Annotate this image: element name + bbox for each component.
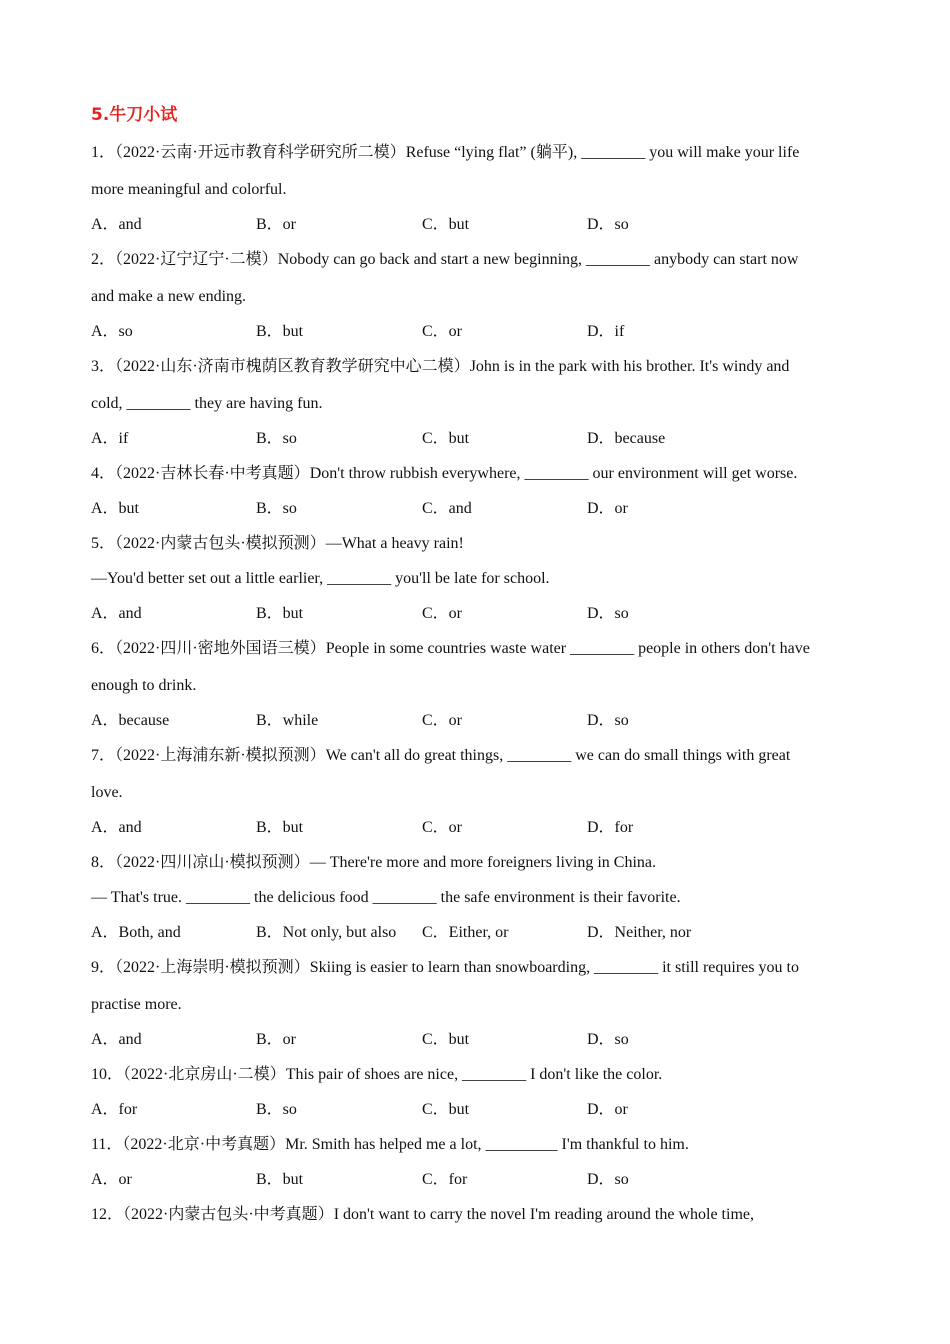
question-source: （2022·内蒙古包头·模拟预测） — [115, 535, 326, 552]
option-d: D．so — [587, 1171, 629, 1188]
option-c: C．or — [422, 712, 463, 729]
question-number: 5． — [91, 535, 116, 552]
question-1-line-1 — [91, 142, 799, 164]
question-10-options — [91, 1099, 851, 1121]
question-number: 11． — [91, 1136, 123, 1153]
option-b: B．or — [256, 1031, 297, 1048]
question-stem: John is in the park with his brother. It's windy and — [469, 358, 790, 375]
question-source: （2022·上海崇明·模拟预测） — [115, 959, 310, 976]
option-d: D．so — [587, 216, 629, 233]
question-number: 12． — [91, 1206, 124, 1223]
option-a: A．because — [91, 712, 170, 729]
question-stem: —What a heavy rain! — [325, 535, 464, 552]
option-d: D．or — [587, 1101, 628, 1118]
option-d: D．for — [587, 819, 634, 836]
question-3-line-1 — [91, 356, 789, 378]
question-stem: Don't throw rubbish everywhere, ________ our environment will get worse. — [309, 465, 798, 482]
option-d: D．if — [587, 323, 625, 340]
question-number: 6． — [91, 640, 116, 657]
question-8-options — [91, 922, 851, 944]
option-c: C．but — [422, 430, 470, 447]
question-10-line-1 — [91, 1064, 662, 1086]
option-a: A．for — [91, 1101, 138, 1118]
question-source: （2022·四川·密地外国语三模） — [115, 640, 326, 657]
question-2-line-1 — [91, 249, 798, 271]
option-a: A．but — [91, 500, 140, 517]
question-9-line-1 — [91, 957, 799, 979]
question-source: （2022·四川凉山·模拟预测） — [115, 854, 310, 871]
question-number: 4． — [91, 465, 116, 482]
option-d: D．or — [587, 500, 628, 517]
question-number: 3． — [91, 358, 116, 375]
question-stem: We can't all do great things, ________ we can do small things with great — [325, 747, 791, 764]
question-1-line-2: more meaningful and colorful. — [91, 181, 287, 198]
option-d: D．because — [587, 430, 666, 447]
option-c: C．or — [422, 819, 463, 836]
option-b: B．or — [256, 216, 297, 233]
option-d: D．so — [587, 1031, 629, 1048]
option-d: D．Neither, nor — [587, 924, 692, 941]
option-a: A．and — [91, 1031, 142, 1048]
question-source: （2022·云南·开远市教育科学研究所二模） — [115, 144, 406, 161]
option-a: A．and — [91, 819, 142, 836]
question-stem: Nobody can go back and start a new beginning, ________ anybody can start now — [277, 251, 799, 268]
option-b: B．so — [256, 1101, 297, 1118]
option-a: A．and — [91, 605, 142, 622]
question-number: 8． — [91, 854, 116, 871]
option-c: C．or — [422, 323, 463, 340]
question-source: （2022·内蒙古包头·中考真题） — [123, 1206, 334, 1223]
option-c: C．but — [422, 1101, 470, 1118]
question-source: （2022·北京·中考真题） — [122, 1136, 286, 1153]
option-c: C．for — [422, 1171, 468, 1188]
question-3-line-2: cold, ________ they are having fun. — [91, 395, 323, 412]
option-a: A．so — [91, 323, 133, 340]
option-c: C．and — [422, 500, 472, 517]
option-a: A．if — [91, 430, 129, 447]
question-6-line-1 — [91, 638, 810, 660]
question-source: （2022·吉林长春·中考真题） — [115, 465, 310, 482]
question-7-line-1 — [91, 745, 790, 767]
option-c: C．but — [422, 1031, 470, 1048]
option-d: D．so — [587, 605, 629, 622]
option-b: B．so — [256, 430, 297, 447]
option-b: B．Not only, but also — [256, 924, 397, 941]
question-source: （2022·山东·济南市槐荫区教育教学研究中心二模） — [115, 358, 470, 375]
question-source: （2022·北京房山·二模） — [123, 1066, 286, 1083]
question-stem: People in some countries waste water ________ people in others don't have — [325, 640, 810, 657]
question-stem: Skiing is easier to learn than snowboarding, ________ it still requires you to — [309, 959, 799, 976]
question-5-line-2: —You'd better set out a little earlier, ________ you'll be late for school. — [91, 570, 550, 587]
option-c: C．Either, or — [422, 924, 509, 941]
question-stem: — There're more and more foreigners living in China. — [309, 854, 657, 871]
question-5-line-1 — [91, 533, 464, 555]
option-b: B．so — [256, 500, 297, 517]
question-3-options — [91, 428, 851, 450]
question-8-line-1 — [91, 852, 656, 874]
option-b: B．but — [256, 1171, 304, 1188]
option-c: C．or — [422, 605, 463, 622]
question-source: （2022·上海浦东新·模拟预测） — [115, 747, 326, 764]
option-c: C．but — [422, 216, 470, 233]
question-5-options — [91, 603, 851, 625]
question-stem: I don't want to carry the novel I'm reading around the whole time, — [333, 1206, 754, 1223]
question-12-line-1 — [91, 1204, 754, 1226]
question-number: 2． — [91, 251, 116, 268]
question-2-line-2: and make a new ending. — [91, 288, 247, 305]
question-9-line-2: practise more. — [91, 996, 182, 1013]
question-2-options — [91, 321, 851, 343]
option-d: D．so — [587, 712, 629, 729]
option-a: A．and — [91, 216, 142, 233]
question-11-options — [91, 1169, 851, 1191]
option-b: B．but — [256, 605, 304, 622]
question-stem: This pair of shoes are nice, ________ I don't like the color. — [285, 1066, 663, 1083]
question-stem: Refuse “lying flat” (躺平), ________ you will make your life — [405, 144, 800, 161]
option-a: A．Both, and — [91, 924, 181, 941]
question-source: （2022·辽宁辽宁·二模） — [115, 251, 278, 268]
question-stem: Mr. Smith has helped me a lot, _________ I'm thankful to him. — [285, 1136, 689, 1153]
question-6-line-2: enough to drink. — [91, 677, 197, 694]
question-8-line-2: — That's true. ________ the delicious food ________ the safe environment is their favorite. — [91, 889, 681, 906]
question-7-line-2: love. — [91, 784, 123, 801]
option-a: A．or — [91, 1171, 132, 1188]
question-number: 9． — [91, 959, 116, 976]
question-4-options — [91, 498, 851, 520]
question-9-options — [91, 1029, 851, 1051]
question-number: 10． — [91, 1066, 124, 1083]
question-11-line-1 — [91, 1134, 689, 1156]
option-b: B．but — [256, 323, 304, 340]
question-4-line-1 — [91, 463, 797, 485]
option-b: B．while — [256, 712, 319, 729]
question-number: 7． — [91, 747, 116, 764]
question-1-options — [91, 214, 851, 236]
section-title: 5.牛刀小试 — [91, 105, 178, 125]
question-number: 1． — [91, 144, 116, 161]
option-b: B．but — [256, 819, 304, 836]
question-6-options — [91, 710, 851, 732]
question-7-options — [91, 817, 851, 839]
